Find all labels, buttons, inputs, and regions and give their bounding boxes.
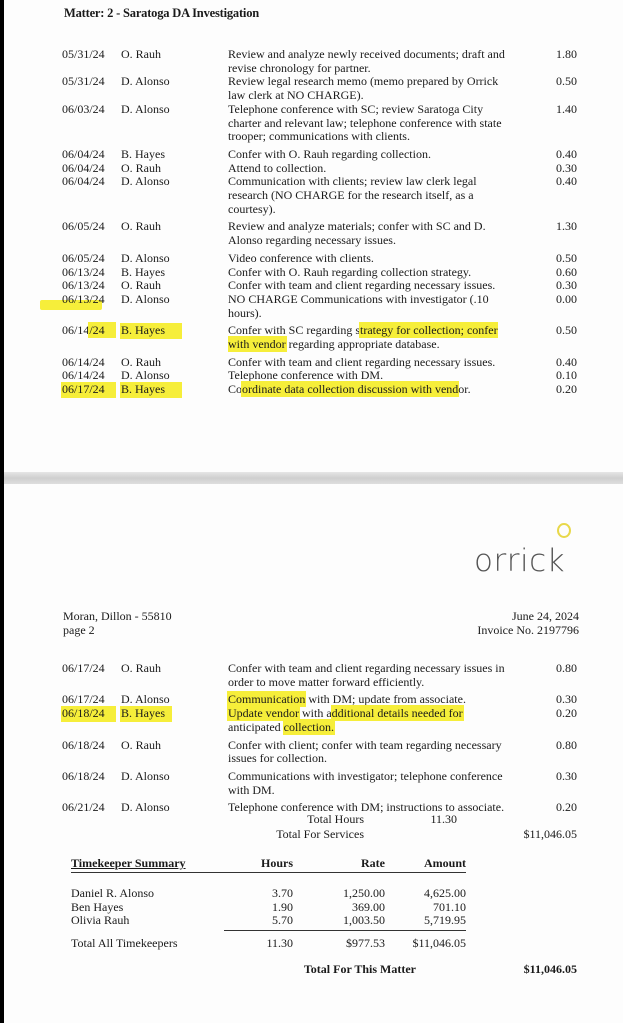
highlighted-text: collection. xyxy=(283,719,334,734)
entry-timekeeper: O. Rauh xyxy=(121,354,161,369)
entry-description: Update vendor with additional details needed for anticipated collection. xyxy=(228,706,463,734)
invoice-info xyxy=(477,609,579,637)
entry-hours: 1.80 xyxy=(556,47,577,61)
summary-row xyxy=(71,901,466,915)
entry-hours: 0.20 xyxy=(556,382,577,397)
entry-hours: 0.20 xyxy=(556,706,577,721)
entry-date: 06/03/24 xyxy=(62,101,105,116)
entry-date: 06/18/24 xyxy=(62,737,105,752)
entry-hours: 1.30 xyxy=(556,219,577,234)
entry-description: Communication with clients; review law clerk legal research (NO CHARGE for the research itself, as a courtesy). xyxy=(228,174,477,216)
summary-header-amount: Amount xyxy=(423,856,466,870)
page-number: page 2 xyxy=(63,623,95,637)
entry-description: Attend to collection. xyxy=(228,160,327,175)
time-entry-highlighted xyxy=(4,324,623,351)
invoice-date: June 24, 2024 xyxy=(512,609,579,623)
summary-row xyxy=(71,887,466,901)
entry-timekeeper: B. Hayes xyxy=(121,264,165,279)
entry-description: Confer with O. Rauh regarding collection strategy. xyxy=(228,264,472,279)
entry-hours: 0.30 xyxy=(556,160,577,175)
entry-date: 06/17/24 xyxy=(62,383,115,397)
entry-hours: 0.20 xyxy=(556,800,577,815)
time-entry xyxy=(4,739,623,766)
entry-hours: 0.00 xyxy=(556,291,577,306)
time-entry xyxy=(4,356,623,370)
entry-date: 06/13/24 xyxy=(62,291,105,306)
time-entry xyxy=(4,293,623,320)
entry-timekeeper: O. Rauh xyxy=(121,160,161,175)
summary-total-amount: $11,046.05 xyxy=(412,935,466,950)
entry-description: Confer with client; confer with team regarding necessary issues for collection. xyxy=(228,737,502,766)
entry-timekeeper: B. Hayes xyxy=(121,707,171,721)
entry-date: 06/13/24 xyxy=(62,264,105,279)
summary-name: Daniel R. Alonso xyxy=(71,886,154,900)
entry-date: 06/17/24 xyxy=(62,661,105,675)
summary-total-rate: $977.53 xyxy=(346,935,385,950)
entry-timekeeper: O. Rauh xyxy=(121,47,161,61)
entry-description: Confer with team and client regarding necessary issues. xyxy=(228,278,496,293)
summary-divider xyxy=(224,930,466,931)
time-entry xyxy=(4,220,623,247)
entry-description: Confer with team and client regarding necessary issues in order to move matter forward efficiently. xyxy=(228,661,505,689)
entry-hours: 0.30 xyxy=(556,692,577,707)
entry-hours: 0.10 xyxy=(556,368,577,383)
highlighted-text: Communication xyxy=(228,692,306,707)
entry-timekeeper: D. Alonso xyxy=(121,250,170,265)
entry-timekeeper: B. Hayes xyxy=(121,324,181,338)
entry-date: 05/31/24 xyxy=(62,74,105,89)
highlighted-text: trategy for collection; confer with vendor xyxy=(228,323,498,352)
summary-hours: 1.90 xyxy=(272,899,293,914)
summary-rate: 1,003.50 xyxy=(343,913,385,927)
summary-rate: 369.00 xyxy=(352,899,385,914)
entry-hours: 0.60 xyxy=(556,264,577,279)
summary-hours: 5.70 xyxy=(272,913,293,927)
summary-name: Olivia Rauh xyxy=(71,913,130,927)
summary-header xyxy=(71,856,466,873)
highlighted-text: Update vendor xyxy=(228,706,299,721)
total-services-value: $11,046.05 xyxy=(523,827,577,841)
entry-date: 06/18/24 xyxy=(62,768,105,783)
entry-timekeeper: O. Rauh xyxy=(121,737,161,752)
entry-description: Video conference with clients. xyxy=(228,250,374,265)
summary-header-rate: Rate xyxy=(361,856,385,870)
entry-timekeeper: D. Alonso xyxy=(121,174,170,189)
entry-date: 05/31/24 xyxy=(62,47,105,61)
time-entry xyxy=(4,175,623,216)
entry-hours: 0.50 xyxy=(556,250,577,265)
total-hours-value: 11.30 xyxy=(430,812,457,826)
entry-description: NO CHARGE Communications with investigator (.10 hours). xyxy=(228,291,489,320)
entry-hours: 0.80 xyxy=(556,661,577,675)
entry-hours: 0.40 xyxy=(556,174,577,189)
entry-timekeeper: D. Alonso xyxy=(121,74,170,89)
entry-hours: 0.80 xyxy=(556,737,577,752)
entry-hours: 0.40 xyxy=(556,146,577,161)
summary-amount: 5,719.95 xyxy=(424,913,466,927)
invoice-number: Invoice No. 2197796 xyxy=(477,623,579,637)
summary-total-row xyxy=(71,937,466,951)
matter-title: Matter: 2 - Saratoga DA Investigation xyxy=(64,6,259,20)
entry-timekeeper: O. Rauh xyxy=(121,219,161,234)
time-entry xyxy=(4,662,623,689)
entry-hours: 0.50 xyxy=(556,74,577,89)
time-entries xyxy=(4,662,623,815)
entry-description: Communication with DM; update from associate. xyxy=(228,692,466,707)
summary-header-name: Timekeeper Summary xyxy=(71,856,186,870)
client-info xyxy=(63,609,172,637)
highlighted-text: ordinate data collection discussion with vend xyxy=(242,382,459,397)
entry-timekeeper: D. Alonso xyxy=(121,800,170,815)
entry-timekeeper: D. Alonso xyxy=(121,768,170,783)
entry-hours: 0.30 xyxy=(556,768,577,783)
timekeeper-summary xyxy=(71,856,466,950)
entry-description: Confer with team and client regarding necessary issues. xyxy=(228,354,496,369)
entry-description: Coordinate data collection discussion with vendor. xyxy=(228,382,471,397)
entry-date: 06/21/24 xyxy=(62,800,105,815)
grand-total-value: $11,046.05 xyxy=(523,962,577,976)
logo-text: orrick xyxy=(474,543,566,579)
summary-row xyxy=(71,914,466,928)
entry-date: 06/13/24 xyxy=(62,278,105,293)
entry-timekeeper: B. Hayes xyxy=(121,146,165,161)
summary-total-hours: 11.30 xyxy=(266,935,293,950)
entry-timekeeper: D. Alonso xyxy=(121,101,170,116)
time-entry xyxy=(4,75,623,102)
entry-timekeeper: B. Hayes xyxy=(121,383,181,397)
summary-name: Ben Hayes xyxy=(71,899,124,914)
entry-hours: 1.40 xyxy=(556,101,577,116)
entry-description: Telephone conference with SC; review Saratoga City charter and relevant law; telephone conference with state trooper; communications with clients. xyxy=(228,101,502,144)
time-entry-highlighted xyxy=(4,707,623,734)
entry-timekeeper: D. Alonso xyxy=(121,291,170,306)
entry-date: 06/04/24 xyxy=(62,160,105,175)
time-entries xyxy=(4,48,623,397)
entry-timekeeper: O. Rauh xyxy=(121,278,161,293)
highlighted-text: dditional details needed for xyxy=(331,706,463,721)
grand-total-label: Total For This Matter xyxy=(303,962,416,976)
total-hours-label: Total Hours xyxy=(307,812,364,826)
time-entry xyxy=(4,162,623,176)
invoice-page-1 xyxy=(4,0,623,472)
entry-date: 06/18/24 xyxy=(62,707,115,721)
entry-timekeeper: O. Rauh xyxy=(121,661,161,675)
summary-total-label: Total All Timekeepers xyxy=(71,935,178,950)
entry-date: 06/05/24 xyxy=(62,250,105,265)
time-entry xyxy=(4,252,623,266)
time-entry xyxy=(4,148,623,162)
entry-description: Communications with investigator; telephone conference with DM. xyxy=(228,768,503,797)
entry-description: Review and analyze newly received documents; draft and revise chronology for partner. xyxy=(228,47,505,75)
entry-hours: 0.40 xyxy=(556,354,577,369)
time-entry xyxy=(4,770,623,797)
time-entry-highlighted xyxy=(4,383,623,397)
time-entry xyxy=(4,103,623,144)
entry-hours: 0.30 xyxy=(556,278,577,293)
entry-description: Confer with O. Rauh regarding collection. xyxy=(228,146,431,161)
entry-date: 06/17/24 xyxy=(62,692,105,707)
summary-amount: 701.10 xyxy=(433,899,466,914)
entry-description: Telephone conference with DM; instructions to associate. xyxy=(228,800,505,815)
time-entry xyxy=(4,266,623,280)
entry-description: Confer with SC regarding strategy for collection; confer with vendor regarding appropriate database. xyxy=(228,323,498,352)
summary-hours: 3.70 xyxy=(272,886,293,900)
orrick-logo xyxy=(474,523,574,583)
summary-amount: 4,625.00 xyxy=(424,886,466,900)
entry-date: 06/14/24 xyxy=(62,324,115,338)
client-name: Moran, Dillon - 55810 xyxy=(63,609,172,623)
entry-date: 06/14/24 xyxy=(62,354,105,369)
entry-date: 06/04/24 xyxy=(62,174,105,189)
entry-date: 06/05/24 xyxy=(62,219,105,234)
entry-timekeeper: D. Alonso xyxy=(121,368,170,383)
entry-description: Review and analyze materials; confer with SC and D. Alonso regarding necessary issues. xyxy=(228,219,486,248)
entry-date: 06/04/24 xyxy=(62,146,105,161)
logo-ring-icon xyxy=(557,523,571,538)
summary-rate: 1,250.00 xyxy=(343,886,385,900)
summary-header-hours: Hours xyxy=(260,856,293,870)
page-separator xyxy=(4,472,623,484)
entry-description: Telephone conference with DM. xyxy=(228,368,384,383)
entry-date: 06/14/24 xyxy=(62,368,105,383)
entry-timekeeper: D. Alonso xyxy=(121,692,170,707)
total-services-label: Total For Services xyxy=(276,827,364,841)
time-entry xyxy=(4,48,623,75)
entry-hours: 0.50 xyxy=(556,323,577,338)
time-entry xyxy=(4,279,623,293)
entry-description: Review legal research memo (memo prepared by Orrick law clerk at NO CHARGE). xyxy=(228,74,499,103)
invoice-page-2 xyxy=(4,484,623,1023)
